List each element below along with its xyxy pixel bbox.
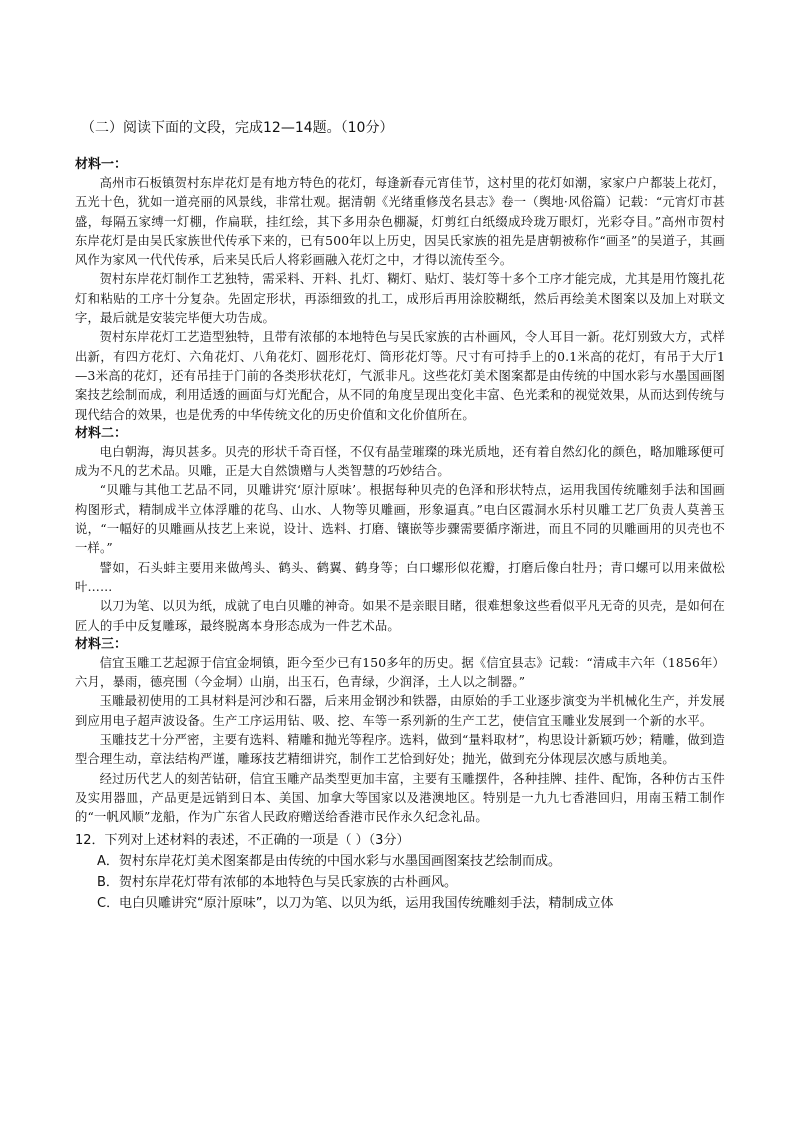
option-b-text: 贺村东岸花灯带有浓郁的本地特色与吴氏家族的古朴画风。 [119, 874, 458, 890]
material-2-label: 材料二： [75, 425, 128, 441]
option-c-letter: C． [97, 895, 120, 911]
material-1-paragraph-2: 贺村东岸花灯制作工艺独特，需采料、开料、扎灯、糊灯、贴灯、装灯等十多个工序才能完成，尤其是用竹篾扎花灯和粘贴的工序十分复杂。先固定形状，再添细致的扎工，成形后再用涂胶糊纸，然后再绘美术图案以及加上对联文字，最后就是安装完毕便大功告成。 [75, 272, 725, 326]
material-2-paragraph-3: 譬如，石头蚌主要用来做鸬头、鹤头、鹤翼、鹤身等；白口螺形似花瓣，打磨后像白牡丹；青口螺可以用来做松叶…… [75, 560, 725, 594]
material-2 [75, 425, 725, 636]
material-2-paragraph-4: 以刀为笔、以贝为纸，成就了电白贝雕的神奇。如果不是亲眼目睹，很难想象这些看似平凡无奇的贝壳，是如何在匠人的手中反复雕琢，最终脱离本身形态成为一件艺术品。 [75, 599, 725, 633]
material-3-paragraph-1: 信宜玉雕工艺起源于信宜金垌镇，距今至少已有150多年的历史。据《信宜县志》记载：“清咸丰六年（1856年）六月，暴雨，德亮围（今金垌）山崩，出玉石，色青绿，少润泽，土人以之制器。” [75, 655, 725, 690]
material-1-paragraph-1: 高州市石板镇贺村东岸花灯是有地方特色的花灯，每逢新春元宵佳节，这村里的花灯如潮，家家户户都装上花灯，五光十色，犹如一道亮丽的风景线，非常壮观。据清朝《光绪重修茂名县志》卷一（舆地·风俗篇）记载：“元宵灯市甚盛，每隔五家缚一灯棚，作扁联，挂红绘，其下多用杂色棚凝，灯剪红白纸缀成玲珑万眼灯，光彩夺目。”高州市贺村东岸花灯是由吴氏家族世代传承下来的，已有500年以上历史，因吴氏家族的祖先是唐朝被称作“画圣”的吴道子，其画风作为家风一代代传承，后来吴氏后人将彩画融入花灯之中，才得以流传至今。 [75, 176, 725, 268]
material-3-label: 材料三： [75, 636, 128, 652]
option-c [97, 893, 725, 914]
worksheet-page [75, 118, 725, 914]
section-heading: （二）阅读下面的文段，完成12—14题。（10分） [81, 120, 394, 136]
option-b [97, 872, 725, 893]
material-3 [75, 636, 725, 828]
option-a-text: 贺村东岸花灯美术图案都是由传统的中国水彩与水墨国画图案技艺绘制而成。 [119, 853, 562, 869]
question-stem: 12．下列对上述材料的表述，不正确的一项是（ ）（3分） [75, 832, 410, 848]
material-1 [75, 156, 725, 425]
question-12 [75, 830, 725, 914]
material-3-paragraph-3: 玉雕技艺十分严密，主要有选料、精雕和抛光等程序。选料，做到“量料取材”，构思设计新颖巧妙；精雕，做到造型合理生动，章法结构严谨，雕琢技艺精细讲究，制作工艺恰到好处；抛光，做到充分体现层次感与质地美。 [75, 733, 725, 767]
material-1-paragraph-3: 贺村东岸花灯工艺造型独特，且带有浓郁的本地特色与吴氏家族的古朴画风，令人耳目一新。花灯别致大方，式样出新，有四方花灯、六角花灯、八角花灯、圆形花灯、筒形花灯等。尺寸有可持手上的0.1米高的花灯，有吊于大厅1—3米高的花灯，还有吊挂于门前的各类形状花灯，气派非凡。这些花灯美术图案都是由传统的中国水彩与水墨国画图案技艺绘制而成，利用适透的画面与灯光配合，从不同的角度呈现出变化丰富、色光柔和的视觉效果，从而达到传统与现代结合的效果，也是优秀的中华传统文化的历史价值和文化价值所在。 [75, 330, 725, 422]
material-2-paragraph-2: “贝雕与其他工艺品不同，贝雕讲究‘原汁原味’。根据每种贝壳的色泽和形状特点，运用我国传统雕刻手法和国画构图形式，精制成半立体浮雕的花鸟、山水、人物等贝雕画，形象逼真。”电白区霞洞水乐村贝雕工艺厂负责人莫善玉说，“一幅好的贝雕画从技艺上来说，设计、选料、打磨、镶嵌等步骤需要循序渐进，而且不同的贝雕画用的贝壳也不一样。” [75, 483, 725, 556]
option-a [97, 851, 725, 872]
material-2-paragraph-1: 电白朝海，海贝甚多。贝壳的形状千奇百怪，不仅有晶莹璀璨的珠光质地，还有着自然幻化的颜色，略加雕琢便可成为不凡的艺术品。贝雕，正是大自然馈赠与人类智慧的巧妙结合。 [75, 444, 725, 479]
option-a-letter: A． [97, 853, 119, 869]
option-c-text: 电白贝雕讲究“原汁原味”，以刀为笔、以贝为纸，运用我国传统雕刻手法，精制成立体 [119, 895, 614, 911]
option-b-letter: B． [97, 874, 119, 890]
material-3-paragraph-4: 经过历代艺人的刻苦钻研，信宜玉雕产品类型更加丰富，主要有玉雕摆件，各种挂牌、挂件、配饰，各种仿古玉件及实用器皿，产品更是远销到日本、美国、加拿大等国家以及港澳地区。特别是一九九七香港回归，用南玉精工制作的“一帆风顺”龙船，作为广东省人民政府赠送给香港市民作永久纪念礼品。 [75, 771, 725, 825]
material-1-label: 材料一： [75, 157, 128, 172]
material-3-paragraph-2: 玉雕最初使用的工具材料是河沙和石器，后来用金钢沙和铁器，由原始的手工业逐步演变为半机械化生产，并发展到应用电子超声波设备。生产工序运用钻、吸、挖、车等一系列新的生产工艺，使信宜玉雕业发展到一个新的水平。 [75, 694, 725, 728]
